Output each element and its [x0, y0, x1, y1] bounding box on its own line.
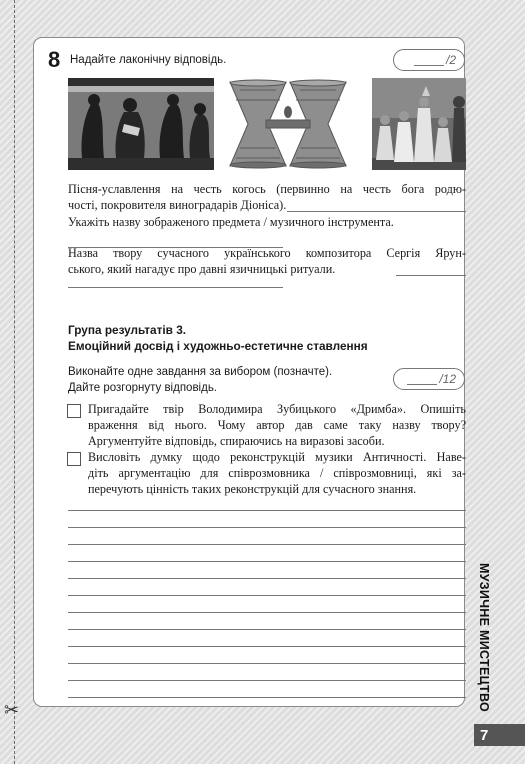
page-number: 7: [474, 724, 525, 746]
essay-line: [68, 663, 466, 664]
essay-line: [68, 578, 466, 579]
subject-side-label: [471, 548, 497, 728]
group-title-line-2: Емоційний досвід і художньо-естетичне ставлення: [68, 339, 368, 353]
vase-painting-drawing: [68, 78, 214, 170]
option-2-line-1: Висловіть думку щодо реконструкцій музики Античності. Наве-: [88, 450, 466, 464]
option-2-checkbox[interactable]: [67, 452, 81, 466]
item-1-line-2: чості, покровителя виноградарів Діоніса).: [68, 198, 287, 212]
item-3-line-1: Назва твору сучасного українського композитора Сергія Ярун-: [68, 246, 466, 260]
photo-double-drum: [226, 78, 350, 170]
photo-ritual-scene: [372, 78, 466, 170]
essay-line: [68, 527, 466, 528]
photo-vase-painting: [68, 78, 214, 170]
essay-line: [68, 646, 466, 647]
option-1-line-1: Пригадайте твір Володимира Зубицького «Дримба». Опишіть: [88, 402, 466, 416]
essay-line: [68, 612, 466, 613]
option-1-line-2: враження від нього. Чому автор дав саме таку назву твору?: [88, 418, 466, 432]
essay-line: [68, 544, 466, 545]
item-3-line-2: ського, який нагадує про давні язичницькі ритуали.: [68, 262, 336, 276]
essay-line: [68, 697, 466, 698]
answer-line-3[interactable]: [396, 275, 466, 276]
group-instruction-line-2: Дайте розгорнуту відповідь.: [68, 382, 218, 394]
essay-line: [68, 595, 466, 596]
score-box-task[interactable]: [393, 49, 465, 71]
essay-answer-area[interactable]: [68, 510, 466, 700]
option-2-line-3: перечують цінність таких реконструкцій для сучасного знання.: [88, 482, 417, 496]
task-number: 8: [48, 47, 61, 72]
item-1-line-1: Пісня-уславлення на честь когось (первинно на честь бога родю-: [68, 182, 466, 196]
answer-line-4[interactable]: [68, 287, 283, 288]
essay-line: [68, 510, 466, 511]
score-box-group[interactable]: [393, 368, 465, 390]
option-1-checkbox[interactable]: [67, 404, 81, 418]
option-1-line-3: Аргументуйте відповідь, спираючись на виразові засоби.: [88, 434, 385, 448]
double-drum-drawing: [226, 78, 350, 170]
worksheet-page: [33, 37, 465, 707]
answer-line-1[interactable]: [287, 211, 466, 212]
option-2-line-2: діть аргументацію для співрозмовника / співрозмовниці, які за-: [88, 466, 466, 480]
score-max-label: /2: [445, 53, 456, 67]
item-2-line-1: Укажіть назву зображеного предмета / музичного інструмента.: [68, 215, 394, 229]
ritual-scene-drawing: [372, 78, 466, 170]
group-title-line-1: Група результатів 3.: [68, 323, 187, 337]
score-blank: [414, 55, 444, 66]
essay-line: [68, 561, 466, 562]
score-blank: [407, 374, 437, 385]
essay-line: [68, 680, 466, 681]
score-max-label: /12: [439, 372, 456, 386]
scissors-icon: ✂: [4, 700, 20, 721]
task-prompt: Надайте лаконічну відповідь.: [70, 54, 227, 66]
group-instruction-line-1: Виконайте одне завдання за вибором (позначте).: [68, 366, 333, 378]
essay-line: [68, 629, 466, 630]
subject-side-text: МУЗИЧНЕ МИСТЕЦТВО: [477, 563, 491, 713]
cut-line: [14, 0, 15, 764]
